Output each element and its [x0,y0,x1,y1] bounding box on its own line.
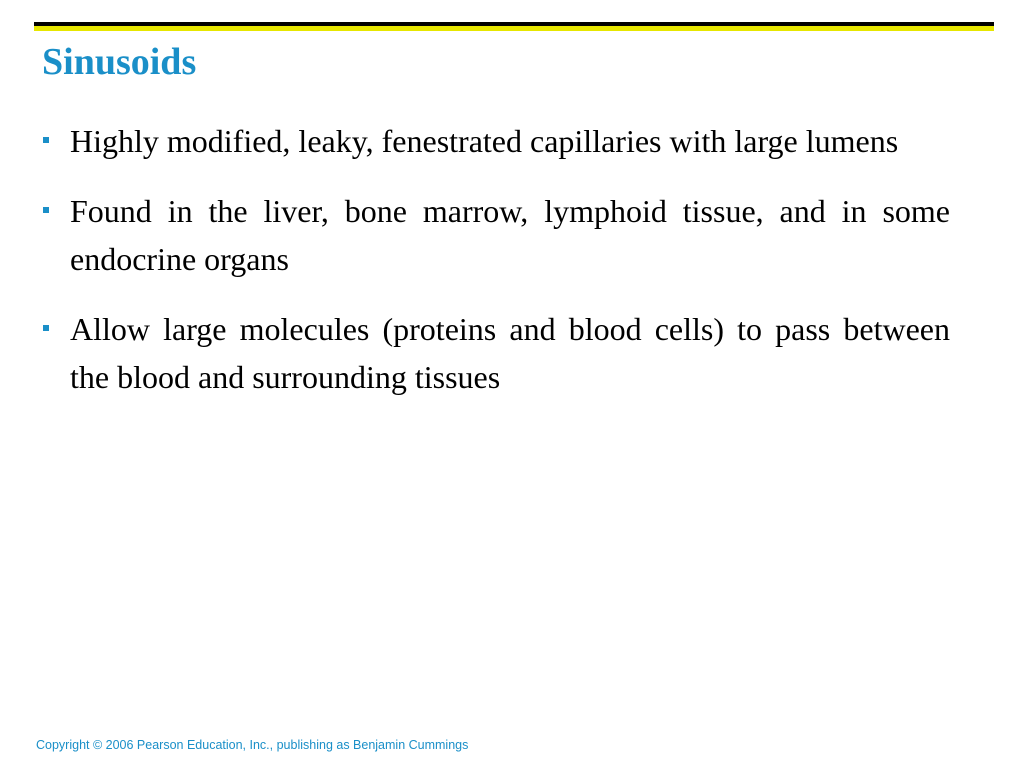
bullet-item [40,187,950,283]
bullet-item [40,117,950,165]
bullet-item [40,305,950,401]
slide-title: Sinusoids [42,41,197,83]
bullet-list [40,117,950,423]
square-bullet-icon [43,137,49,143]
bullet-text: Allow large molecules (proteins and blood cells) to pass between the blood and surrounding tissues [70,311,950,395]
bullet-text: Highly modified, leaky, fenestrated capillaries with large lumens [70,123,899,159]
header-rule-yellow [34,26,994,31]
bullet-text: Found in the liver, bone marrow, lymphoid tissue, and in some endocrine organs [70,193,950,277]
square-bullet-icon [43,207,49,213]
square-bullet-icon [43,325,49,331]
copyright-footer: Copyright © 2006 Pearson Education, Inc., publishing as Benjamin Cummings [36,738,469,752]
